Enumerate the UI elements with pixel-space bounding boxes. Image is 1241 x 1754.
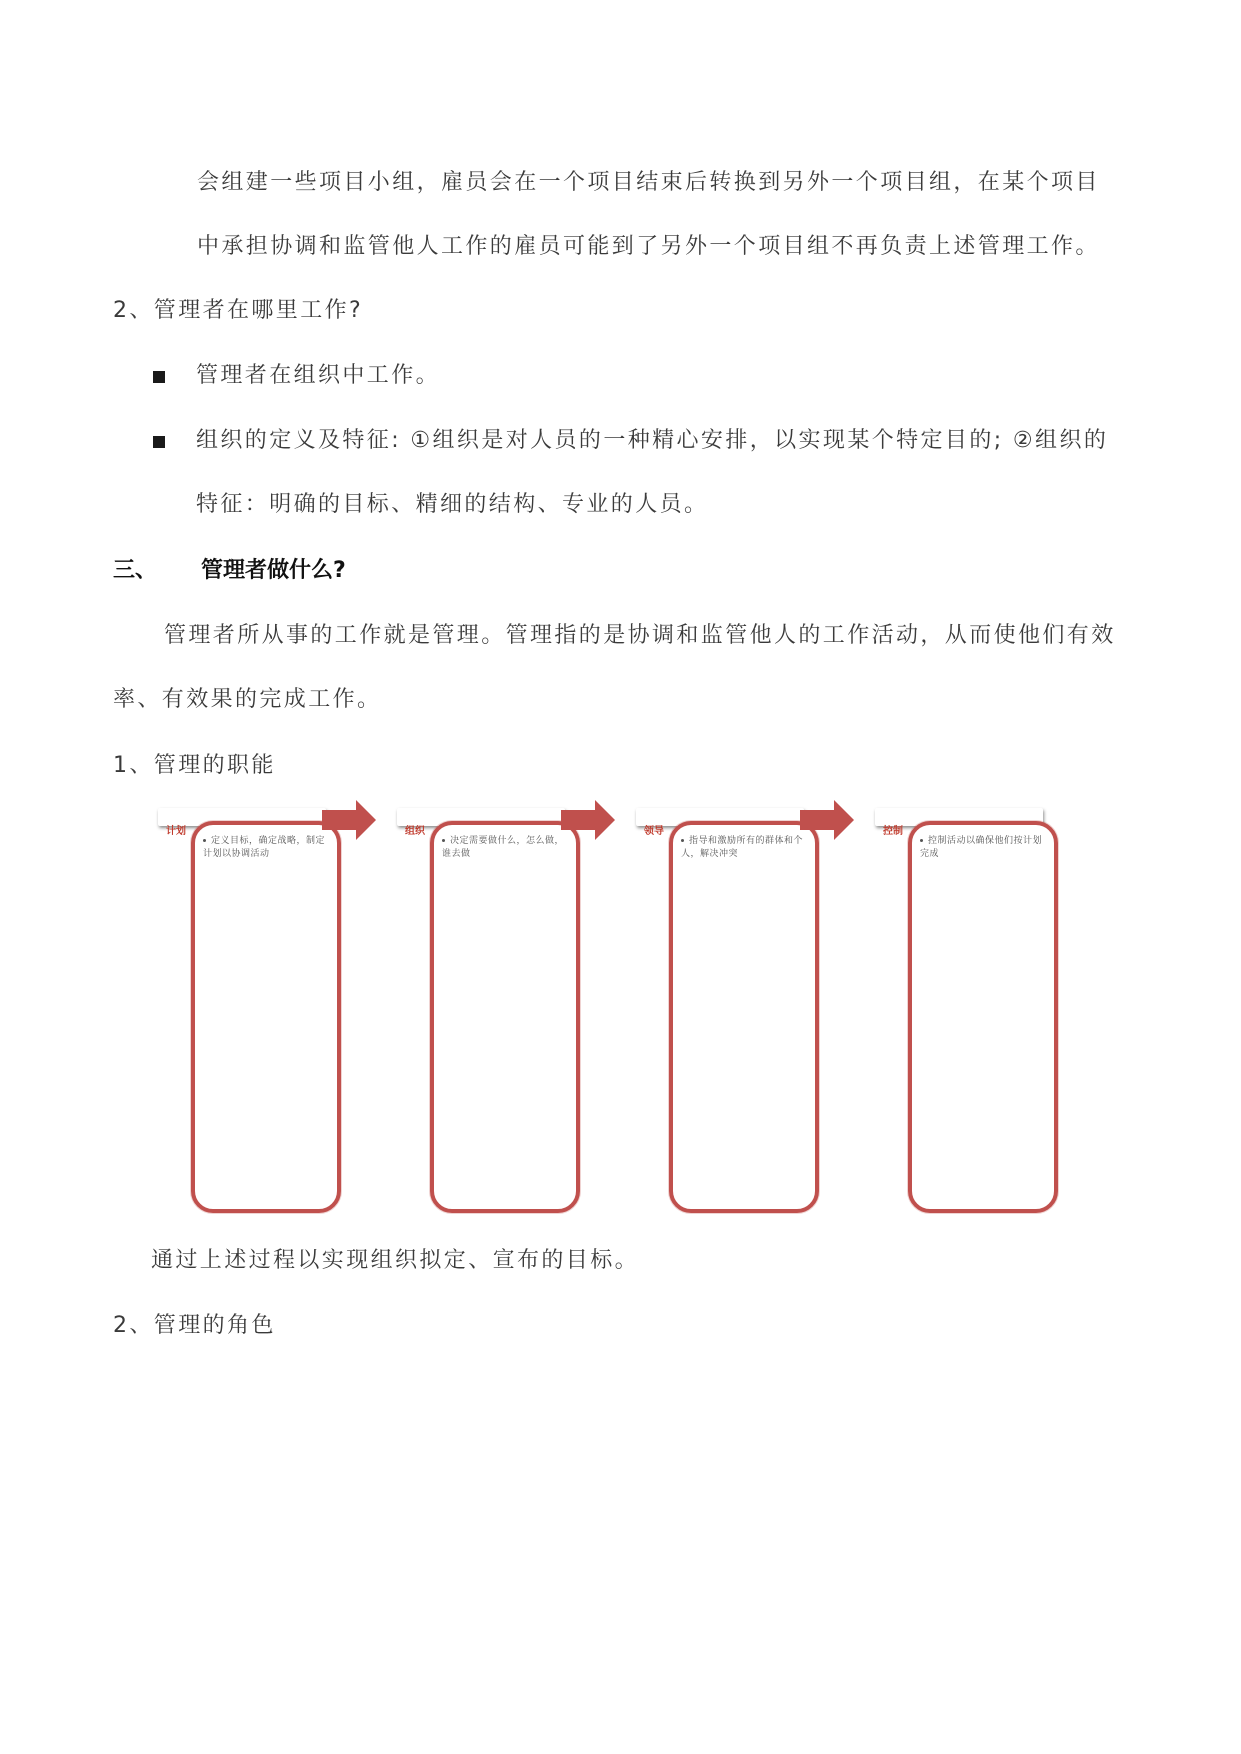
bullet-item-continued: 特征：明确的目标、精细的结构、专业的人员。 <box>196 492 709 517</box>
paragraph-line: 通过上述过程以实现组织拟定、宣布的目标。 <box>151 1248 640 1273</box>
function-step-controlling <box>875 800 1145 1220</box>
step-card <box>908 821 1058 1213</box>
bullet-item: 组织的定义及特征: ①组织是对人员的一种精心安排，以实现某个特定目的; ②组织的 <box>196 428 1109 453</box>
step-label: 控制 <box>883 826 903 837</box>
step-description: 定义目标，确定战略，制定计划以协调活动 <box>203 836 326 859</box>
section-number: 三、 <box>113 558 158 583</box>
paragraph-line: 中承担协调和监管他人工作的雇员可能到了另外一个项目组不再负责上述管理工作。 <box>197 234 1100 259</box>
right-arrow-icon <box>322 800 376 840</box>
step-description: 指导和激励所有的群体和个人，解决冲突 <box>681 836 804 859</box>
paragraph-line: 率、有效果的完成工作。 <box>113 687 382 712</box>
step-label: 领导 <box>644 826 664 837</box>
step-card <box>669 821 819 1213</box>
paragraph-line: 管理者所从事的工作就是管理。管理指的是协调和监管他人的工作活动，从而使他们有效 <box>164 623 1116 648</box>
bullet-dot-icon <box>203 839 206 842</box>
section-title: 管理者做什么? <box>201 558 346 583</box>
bullet-dot-icon <box>920 839 923 842</box>
step-description: 控制活动以确保他们按计划完成 <box>920 836 1043 859</box>
bullet-dot-icon <box>442 839 445 842</box>
step-label: 计划 <box>166 826 186 837</box>
function-step-organizing <box>397 800 667 1220</box>
step-card <box>191 821 341 1213</box>
step-label: 组织 <box>405 826 425 837</box>
paragraph-line: 会组建一些项目小组，雇员会在一个项目结束后转换到另外一个项目组，在某个项目 <box>197 170 1100 195</box>
subheading: 1、管理的职能 <box>113 753 276 778</box>
square-bullet-icon <box>153 371 165 383</box>
function-step-planning <box>158 800 428 1220</box>
square-bullet-icon <box>153 436 165 448</box>
subheading: 2、管理的角色 <box>113 1313 276 1338</box>
bullet-dot-icon <box>681 839 684 842</box>
right-arrow-icon <box>800 800 854 840</box>
step-card <box>430 821 580 1213</box>
right-arrow-icon <box>561 800 615 840</box>
bullet-item: 管理者在组织中工作。 <box>196 363 441 388</box>
function-step-leading <box>636 800 906 1220</box>
question-heading: 2、管理者在哪里工作? <box>113 298 364 323</box>
step-description: 决定需要做什么，怎么做，谁去做 <box>442 836 565 859</box>
